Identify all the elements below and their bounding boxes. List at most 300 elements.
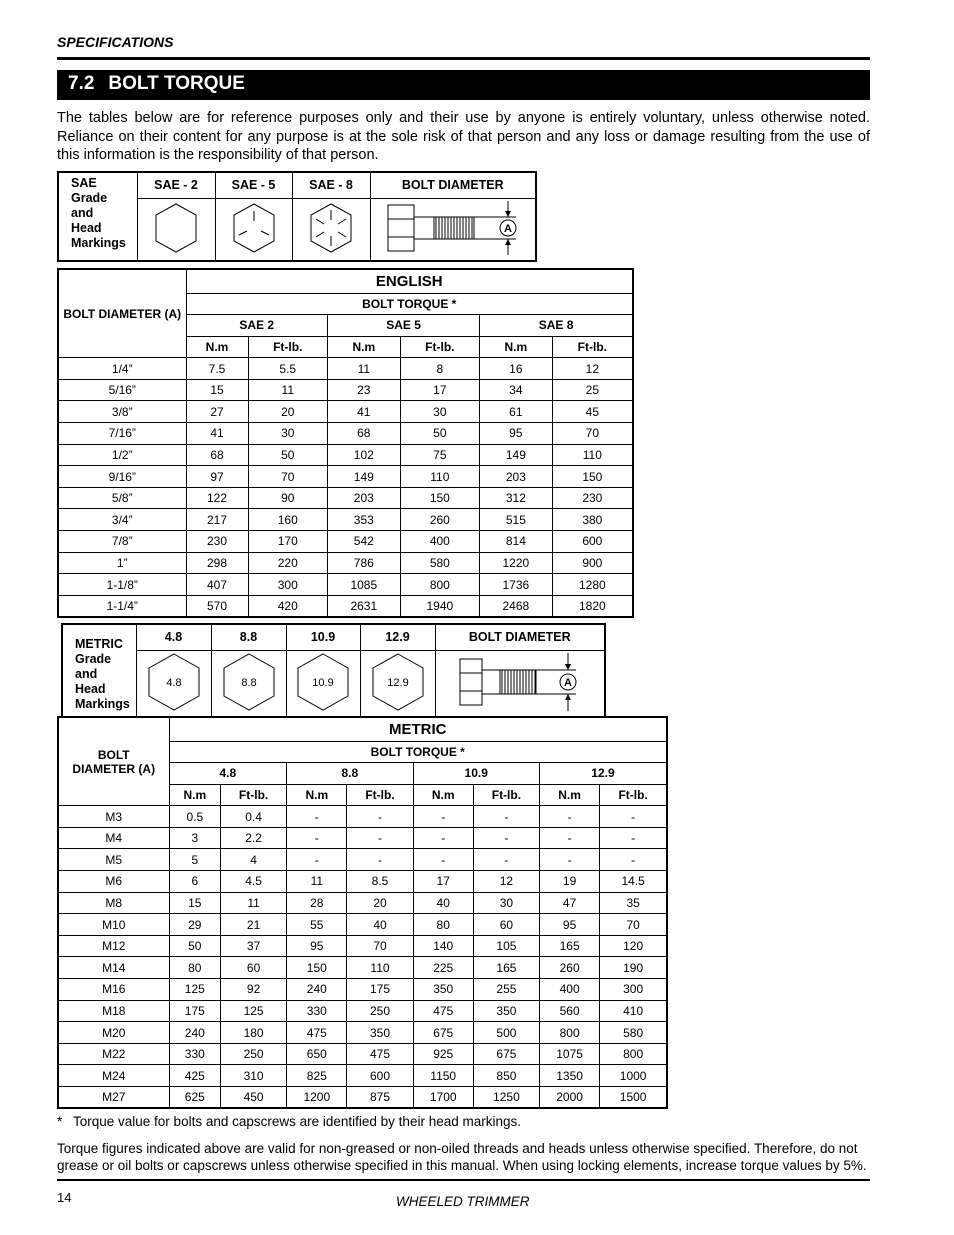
met-grade-header: 8.8: [287, 763, 413, 785]
met-unit-header: N.m: [169, 784, 221, 806]
torque-value-cell: 160: [248, 509, 327, 531]
torque-value-cell: 1085: [328, 574, 401, 596]
torque-value-cell: 1736: [480, 574, 553, 596]
eng-grade-header: SAE 2: [186, 315, 328, 337]
torque-value-cell: 11: [248, 379, 327, 401]
eng-unit-header: N.m: [328, 336, 401, 358]
metric-markings-table: [61, 623, 606, 718]
torque-value-cell: 20: [248, 401, 327, 423]
torque-value-cell: 95: [539, 914, 599, 936]
torque-value-cell: 30: [248, 423, 327, 445]
torque-value-cell: 1220: [480, 552, 553, 574]
torque-value-cell: 37: [221, 935, 287, 957]
torque-value-cell: 28: [287, 892, 347, 914]
torque-value-cell: -: [287, 806, 347, 828]
torque-value-cell: 1820: [552, 595, 633, 617]
table-row: [58, 1043, 667, 1065]
torque-value-cell: 21: [221, 914, 287, 936]
met-grade-header: 4.8: [169, 763, 287, 785]
torque-value-cell: 4: [221, 849, 287, 871]
torque-value-cell: 203: [480, 466, 553, 488]
torque-value-cell: 11: [328, 358, 401, 380]
bolt-size-cell: 1-1/4”: [58, 595, 186, 617]
bolt-size-cell: 5/8”: [58, 487, 186, 509]
sae-col-sae8: SAE - 8: [292, 172, 370, 198]
torque-value-cell: 1940: [400, 595, 479, 617]
torque-value-cell: 110: [400, 466, 479, 488]
torque-value-cell: 260: [539, 957, 599, 979]
torque-value-cell: 1250: [473, 1087, 539, 1109]
torque-value-cell: 40: [347, 914, 413, 936]
torque-value-cell: 1280: [552, 574, 633, 596]
torque-value-cell: 425: [169, 1065, 221, 1087]
sae-bolt-diagram-cell: [370, 198, 536, 261]
metric-8-8-hex-icon: [218, 651, 280, 713]
torque-value-cell: 300: [248, 574, 327, 596]
torque-value-cell: 150: [400, 487, 479, 509]
sae-col-bolt-diameter: BOLT DIAMETER: [370, 172, 536, 198]
torque-value-cell: 600: [552, 531, 633, 553]
torque-value-cell: 35: [600, 892, 667, 914]
bolt-size-cell: M20: [58, 1022, 169, 1044]
bolt-size-cell: M10: [58, 914, 169, 936]
sae-markings-table: [57, 171, 537, 262]
metric-4-8-hex-label: 4.8: [165, 676, 182, 689]
torque-value-cell: 45: [552, 401, 633, 423]
torque-value-cell: 310: [221, 1065, 287, 1087]
bolt-size-cell: 9/16”: [58, 466, 186, 488]
torque-value-cell: 2000: [539, 1087, 599, 1109]
torque-value-cell: 225: [413, 957, 473, 979]
bolt-size-cell: 7/16”: [58, 423, 186, 445]
torque-value-cell: 180: [221, 1022, 287, 1044]
torque-value-cell: 125: [221, 1000, 287, 1022]
metric-col-4-8: 4.8: [136, 624, 211, 650]
torque-value-cell: 60: [221, 957, 287, 979]
bolt-size-cell: M18: [58, 1000, 169, 1022]
table-row: [58, 487, 633, 509]
metric-bolt-diagram-icon: [450, 652, 590, 712]
torque-value-cell: -: [600, 849, 667, 871]
torque-value-cell: 68: [328, 423, 401, 445]
torque-value-cell: 298: [186, 552, 248, 574]
torque-value-cell: 70: [248, 466, 327, 488]
sae5-hex-icon: [229, 201, 279, 255]
metric-12-9-head-cell: [360, 650, 435, 717]
table-row: [58, 552, 633, 574]
bolt-size-cell: M24: [58, 1065, 169, 1087]
met-unit-header: N.m: [413, 784, 473, 806]
torque-value-cell: 542: [328, 531, 401, 553]
table-row: [58, 509, 633, 531]
torque-value-cell: 14.5: [600, 871, 667, 893]
metric-dim-label: A: [563, 676, 572, 689]
torque-value-cell: -: [287, 849, 347, 871]
torque-value-cell: 170: [248, 531, 327, 553]
bolt-size-cell: 3/8”: [58, 401, 186, 423]
metric-col-bolt-diameter: BOLT DIAMETER: [435, 624, 605, 650]
torque-value-cell: -: [473, 827, 539, 849]
table-row: [58, 806, 667, 828]
bolt-size-cell: 5/16”: [58, 379, 186, 401]
torque-value-cell: 850: [473, 1065, 539, 1087]
torque-value-cell: 400: [539, 979, 599, 1001]
torque-value-cell: 800: [539, 1022, 599, 1044]
torque-value-cell: 17: [400, 379, 479, 401]
bolt-size-cell: M8: [58, 892, 169, 914]
table-row: [58, 1087, 667, 1109]
bolt-size-cell: M5: [58, 849, 169, 871]
metric-col-10-9: 10.9: [286, 624, 360, 650]
metric-torque-table: [57, 716, 668, 1109]
sae-markings-label: SAE Grade and Head Markings: [58, 172, 137, 261]
torque-value-cell: -: [539, 806, 599, 828]
section-number: 7.2: [68, 73, 95, 94]
torque-value-cell: 475: [347, 1043, 413, 1065]
torque-value-cell: 475: [287, 1022, 347, 1044]
torque-value-cell: 47: [539, 892, 599, 914]
torque-value-cell: 800: [600, 1043, 667, 1065]
bolt-size-cell: M16: [58, 979, 169, 1001]
torque-value-cell: -: [413, 849, 473, 871]
torque-value-cell: 515: [480, 509, 553, 531]
torque-value-cell: 230: [186, 531, 248, 553]
torque-value-cell: 7.5: [186, 358, 248, 380]
metric-torque-header: BOLT TORQUE *: [169, 741, 667, 763]
metric-4-8-head-cell: [136, 650, 211, 717]
sae-dim-label: A: [503, 222, 512, 235]
metric-bolt-diameter-header: BOLT DIAMETER (A): [58, 717, 169, 806]
torque-value-cell: -: [539, 849, 599, 871]
intro-paragraph: The tables below are for reference purposes only and their use by anyone is entirely voluntary, unless otherwise noted. Reliance on their content for any purpose is at the sole risk of that person and any loss or damage resulting from the use of this information is the responsibility of that person.: [57, 110, 870, 163]
torque-value-cell: 92: [221, 979, 287, 1001]
torque-value-cell: 68: [186, 444, 248, 466]
table-row: [58, 914, 667, 936]
torque-value-cell: 12: [552, 358, 633, 380]
torque-value-cell: 122: [186, 487, 248, 509]
eng-unit-header: Ft-lb.: [552, 336, 633, 358]
torque-value-cell: 250: [347, 1000, 413, 1022]
torque-value-cell: 580: [400, 552, 479, 574]
torque-value-cell: 255: [473, 979, 539, 1001]
torque-value-cell: 70: [600, 914, 667, 936]
torque-value-cell: 900: [552, 552, 633, 574]
torque-value-cell: 149: [328, 466, 401, 488]
torque-value-cell: 217: [186, 509, 248, 531]
torque-value-cell: 330: [169, 1043, 221, 1065]
torque-value-cell: 102: [328, 444, 401, 466]
torque-value-cell: 240: [287, 979, 347, 1001]
torque-value-cell: 165: [473, 957, 539, 979]
torque-value-cell: 1075: [539, 1043, 599, 1065]
met-unit-header: N.m: [287, 784, 347, 806]
metric-markings-label: METRIC Grade and Head Markings: [62, 624, 136, 717]
torque-value-cell: 55: [287, 914, 347, 936]
footnote-text: Torque value for bolts and capscrews are identified by their head markings.: [73, 1114, 521, 1129]
torque-value-cell: 20: [347, 892, 413, 914]
torque-value-cell: 110: [552, 444, 633, 466]
metric-10-9-head-cell: [286, 650, 360, 717]
torque-value-cell: 30: [400, 401, 479, 423]
torque-value-cell: 41: [328, 401, 401, 423]
torque-value-cell: 420: [248, 595, 327, 617]
footnote-star: *: [57, 1114, 63, 1129]
sae2-head-cell: [137, 198, 215, 261]
english-title: ENGLISH: [186, 269, 633, 293]
english-torque-header: BOLT TORQUE *: [186, 293, 633, 315]
torque-value-cell: 570: [186, 595, 248, 617]
torque-value-cell: 6: [169, 871, 221, 893]
torque-value-cell: 203: [328, 487, 401, 509]
torque-value-cell: 1700: [413, 1087, 473, 1109]
torque-value-cell: 95: [287, 935, 347, 957]
torque-value-cell: 27: [186, 401, 248, 423]
table-row: [58, 595, 633, 617]
torque-value-cell: -: [600, 806, 667, 828]
eng-unit-header: N.m: [480, 336, 553, 358]
torque-value-cell: 29: [169, 914, 221, 936]
header-rule: [57, 57, 870, 60]
torque-value-cell: 1150: [413, 1065, 473, 1087]
english-bolt-diameter-header: BOLT DIAMETER (A): [58, 269, 186, 358]
footer-rule: [57, 1179, 870, 1181]
torque-value-cell: 95: [480, 423, 553, 445]
torque-value-cell: -: [473, 849, 539, 871]
torque-value-cell: 5: [169, 849, 221, 871]
torque-value-cell: 2.2: [221, 827, 287, 849]
torque-note: Torque figures indicated above are valid for non-greased or non-oiled threads and heads unless otherwise specified. Therefore, do not grease or oil bolts or capscrews unless otherwise specified in this manual. When using locking elements, increase torque values by 5%.: [57, 1141, 867, 1173]
bolt-size-cell: 1-1/8”: [58, 574, 186, 596]
eng-unit-header: N.m: [186, 336, 248, 358]
sae8-hex-icon: [306, 201, 356, 255]
section-title: BOLT TORQUE: [108, 73, 245, 94]
torque-value-cell: 150: [287, 957, 347, 979]
table-row: [58, 1000, 667, 1022]
table-row: [58, 957, 667, 979]
metric-10-9-hex-label: 10.9: [312, 676, 334, 689]
torque-value-cell: 260: [400, 509, 479, 531]
metric-col-8-8: 8.8: [211, 624, 286, 650]
torque-value-cell: 786: [328, 552, 401, 574]
torque-value-cell: -: [473, 806, 539, 828]
met-unit-header: Ft-lb.: [600, 784, 667, 806]
torque-value-cell: -: [347, 849, 413, 871]
torque-value-cell: 70: [552, 423, 633, 445]
met-grade-header: 10.9: [413, 763, 539, 785]
table-row: [58, 827, 667, 849]
table-row: [58, 849, 667, 871]
torque-value-cell: 825: [287, 1065, 347, 1087]
met-unit-header: Ft-lb.: [221, 784, 287, 806]
torque-value-cell: 353: [328, 509, 401, 531]
torque-value-cell: 149: [480, 444, 553, 466]
table-row: [58, 401, 633, 423]
bolt-size-cell: 3/4”: [58, 509, 186, 531]
torque-value-cell: 380: [552, 509, 633, 531]
torque-value-cell: -: [413, 806, 473, 828]
eng-unit-header: Ft-lb.: [248, 336, 327, 358]
torque-value-cell: 150: [552, 466, 633, 488]
met-unit-header: Ft-lb.: [347, 784, 413, 806]
bolt-size-cell: 1/2”: [58, 444, 186, 466]
torque-value-cell: 560: [539, 1000, 599, 1022]
torque-value-cell: 400: [400, 531, 479, 553]
table-row: [58, 379, 633, 401]
torque-value-cell: 5.5: [248, 358, 327, 380]
sae-col-sae2: SAE - 2: [137, 172, 215, 198]
sae-col-sae5: SAE - 5: [215, 172, 292, 198]
torque-value-cell: 11: [287, 871, 347, 893]
document-title: WHEELED TRIMMER: [396, 1194, 530, 1209]
section-heading: [57, 70, 870, 100]
torque-value-cell: 407: [186, 574, 248, 596]
torque-value-cell: 30: [473, 892, 539, 914]
torque-value-cell: 300: [600, 979, 667, 1001]
table-row: [58, 979, 667, 1001]
metric-title: METRIC: [169, 717, 667, 741]
torque-value-cell: 3: [169, 827, 221, 849]
met-grade-header: 12.9: [539, 763, 667, 785]
torque-value-cell: 110: [347, 957, 413, 979]
torque-value-cell: 80: [413, 914, 473, 936]
sae5-head-cell: [215, 198, 292, 261]
torque-value-cell: 40: [413, 892, 473, 914]
torque-value-cell: 75: [400, 444, 479, 466]
table-row: [58, 358, 633, 380]
torque-value-cell: 97: [186, 466, 248, 488]
table-row: [58, 892, 667, 914]
torque-value-cell: 1200: [287, 1087, 347, 1109]
torque-value-cell: 140: [413, 935, 473, 957]
header-section-label: SPECIFICATIONS: [57, 34, 174, 50]
torque-value-cell: 450: [221, 1087, 287, 1109]
torque-value-cell: -: [347, 806, 413, 828]
torque-value-cell: 23: [328, 379, 401, 401]
eng-grade-header: SAE 8: [480, 315, 633, 337]
english-torque-table: [57, 268, 634, 618]
torque-value-cell: 350: [413, 979, 473, 1001]
torque-value-cell: 1350: [539, 1065, 599, 1087]
torque-value-cell: 875: [347, 1087, 413, 1109]
torque-value-cell: 175: [347, 979, 413, 1001]
torque-value-cell: 50: [248, 444, 327, 466]
metric-8-8-head-cell: [211, 650, 286, 717]
torque-value-cell: 15: [186, 379, 248, 401]
torque-value-cell: 814: [480, 531, 553, 553]
torque-value-cell: -: [347, 827, 413, 849]
metric-8-8-hex-label: 8.8: [240, 676, 257, 689]
torque-value-cell: 41: [186, 423, 248, 445]
metric-bolt-diagram-cell: [435, 650, 605, 717]
metric-10-9-hex-icon: [292, 651, 354, 713]
torque-value-cell: -: [287, 827, 347, 849]
bolt-size-cell: 1”: [58, 552, 186, 574]
torque-value-cell: 16: [480, 358, 553, 380]
sae8-head-cell: [292, 198, 370, 261]
bolt-size-cell: 1/4”: [58, 358, 186, 380]
torque-value-cell: 330: [287, 1000, 347, 1022]
torque-value-cell: -: [413, 827, 473, 849]
torque-value-cell: 2468: [480, 595, 553, 617]
bolt-size-cell: M4: [58, 827, 169, 849]
torque-value-cell: 120: [600, 935, 667, 957]
torque-value-cell: 650: [287, 1043, 347, 1065]
torque-value-cell: 8.5: [347, 871, 413, 893]
metric-col-12-9: 12.9: [360, 624, 435, 650]
torque-value-cell: 410: [600, 1000, 667, 1022]
torque-value-cell: 625: [169, 1087, 221, 1109]
bolt-size-cell: M3: [58, 806, 169, 828]
page-number: 14: [57, 1190, 72, 1205]
torque-value-cell: 34: [480, 379, 553, 401]
torque-value-cell: 61: [480, 401, 553, 423]
bolt-size-cell: 7/8”: [58, 531, 186, 553]
torque-value-cell: 2631: [328, 595, 401, 617]
torque-value-cell: 60: [473, 914, 539, 936]
table-row: [58, 531, 633, 553]
table-row: [58, 871, 667, 893]
torque-value-cell: 220: [248, 552, 327, 574]
bolt-size-cell: M6: [58, 871, 169, 893]
torque-value-cell: 925: [413, 1043, 473, 1065]
bolt-size-cell: M12: [58, 935, 169, 957]
torque-value-cell: 8: [400, 358, 479, 380]
table-row: [58, 935, 667, 957]
table-row: [58, 1065, 667, 1087]
torque-value-cell: 250: [221, 1043, 287, 1065]
eng-grade-header: SAE 5: [328, 315, 480, 337]
table-row: [58, 444, 633, 466]
torque-value-cell: 675: [473, 1043, 539, 1065]
torque-value-cell: 11: [221, 892, 287, 914]
torque-value-cell: 230: [552, 487, 633, 509]
table-row: [58, 574, 633, 596]
torque-value-cell: 350: [473, 1000, 539, 1022]
table-row: [58, 1022, 667, 1044]
bolt-diagram-icon: [378, 199, 528, 257]
torque-value-cell: 580: [600, 1022, 667, 1044]
torque-value-cell: 0.4: [221, 806, 287, 828]
footnote: [57, 1114, 521, 1129]
sae2-hex-icon: [151, 201, 201, 255]
torque-value-cell: 50: [169, 935, 221, 957]
metric-12-9-hex-icon: [367, 651, 429, 713]
torque-value-cell: 15: [169, 892, 221, 914]
torque-value-cell: -: [539, 827, 599, 849]
metric-4-8-hex-icon: [143, 651, 205, 713]
torque-value-cell: 190: [600, 957, 667, 979]
bolt-size-cell: M22: [58, 1043, 169, 1065]
table-row: [58, 466, 633, 488]
torque-value-cell: 70: [347, 935, 413, 957]
torque-value-cell: 12: [473, 871, 539, 893]
torque-value-cell: 50: [400, 423, 479, 445]
met-unit-header: N.m: [539, 784, 599, 806]
bolt-size-cell: M27: [58, 1087, 169, 1109]
torque-value-cell: 312: [480, 487, 553, 509]
torque-value-cell: 475: [413, 1000, 473, 1022]
torque-value-cell: 0.5: [169, 806, 221, 828]
torque-value-cell: 90: [248, 487, 327, 509]
torque-value-cell: 350: [347, 1022, 413, 1044]
torque-value-cell: 800: [400, 574, 479, 596]
torque-value-cell: 4.5: [221, 871, 287, 893]
torque-value-cell: 125: [169, 979, 221, 1001]
torque-value-cell: 500: [473, 1022, 539, 1044]
torque-value-cell: 17: [413, 871, 473, 893]
torque-value-cell: 165: [539, 935, 599, 957]
torque-value-cell: 25: [552, 379, 633, 401]
